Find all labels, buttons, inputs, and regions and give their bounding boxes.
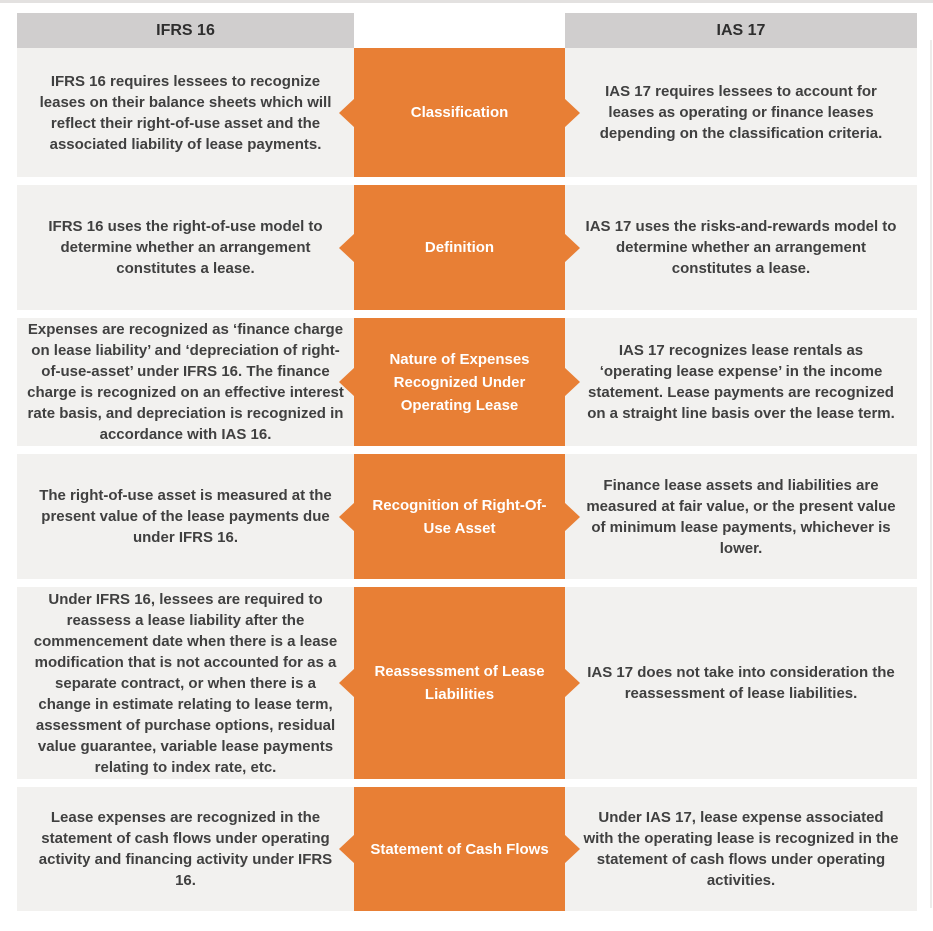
- ias17-text: IAS 17 recognizes lease rentals as ‘operating lease expense’ in the income statement. Lease payments are recognized on a straight line basis over the lease term.: [587, 342, 895, 422]
- topic-banner: [354, 787, 565, 911]
- ifrs16-text: Expenses are recognized as ‘finance charge on lease liability’ and ‘depreciation of right-of-use-asset’ under IFRS 16. The finance charge is recognized on an effective interest rate basis, and depreciation is recognized in accordance with IAS 16.: [27, 321, 344, 443]
- comparison-row-reassessment-of-lease-liabilities: [17, 587, 917, 779]
- right-arrow-icon: [564, 233, 580, 263]
- ifrs16-cell: [17, 787, 354, 911]
- ias17-cell: [565, 787, 917, 911]
- ias17-cell: [565, 587, 917, 779]
- ifrs16-text: Under IFRS 16, lessees are required to reassess a lease liability after the commencement date when there is a lease modification that is not accounted for as a separate contract, or when there is a change in estimate relating to lease term, assessment of purchase options, residual value guarantee, variable lease payments relating to index rate, etc.: [33, 590, 338, 776]
- ias17-text: Under IAS 17, lease expense associated with the operating lease is recognized in the statement of cash flows under operating activities.: [583, 809, 899, 889]
- right-border-line: [930, 40, 932, 908]
- left-arrow-icon: [339, 834, 355, 864]
- ias17-cell: [565, 318, 917, 446]
- topic-banner: [354, 587, 565, 779]
- left-arrow-icon: [339, 367, 355, 397]
- topic-label: Reassessment of Lease Liabilities: [374, 663, 545, 703]
- ifrs16-cell: [17, 454, 354, 579]
- right-arrow-icon: [564, 367, 580, 397]
- ias17-text: Finance lease assets and liabilities are measured at fair value, or the present value of minimum lease payments, whichever is lower.: [586, 476, 896, 557]
- right-arrow-icon: [564, 502, 580, 532]
- top-border-line: [0, 0, 933, 3]
- ifrs16-column-header: IFRS 16: [17, 13, 354, 48]
- ias17-cell: [565, 185, 917, 310]
- ifrs16-text: Lease expenses are recognized in the statement of cash flows under operating activity and financing activity under IFRS 16.: [38, 809, 333, 889]
- right-arrow-icon: [564, 834, 580, 864]
- ifrs16-text: IFRS 16 requires lessees to recognize leases on their balance sheets which will reflect their right-of-use asset and the associated liability of lease payments.: [39, 72, 332, 153]
- comparison-row-nature-of-expenses: [17, 318, 917, 446]
- topic-banner: [354, 318, 565, 446]
- ias17-text: IAS 17 does not take into consideration the reassessment of lease liabilities.: [587, 664, 895, 702]
- topic-label: Nature of Expenses Recognized Under Operating Lease: [389, 350, 530, 414]
- ifrs16-text: IFRS 16 uses the right-of-use model to determine whether an arrangement constitutes a lease.: [48, 218, 323, 277]
- ias17-text: IAS 17 uses the risks-and-rewards model to determine whether an arrangement constitutes a lease.: [585, 218, 897, 277]
- right-arrow-icon: [564, 98, 580, 128]
- ias17-text: IAS 17 requires lessees to account for leases as operating or finance leases depending on the classification criteria.: [599, 83, 883, 142]
- topic-label: Recognition of Right-Of-Use Asset: [372, 496, 547, 537]
- left-arrow-icon: [339, 233, 355, 263]
- ifrs16-cell: [17, 587, 354, 779]
- topic-banner: [354, 48, 565, 177]
- topic-banner: [354, 185, 565, 310]
- column-headers: [17, 13, 917, 48]
- ias17-column-header: IAS 17: [565, 13, 917, 48]
- header-spacer: [354, 13, 565, 48]
- topic-label: Definition: [424, 239, 495, 256]
- comparison-row-statement-of-cash-flows: [17, 787, 917, 911]
- ifrs16-text: The right-of-use asset is measured at the present value of the lease payments due under IFRS 16.: [39, 487, 332, 546]
- topic-banner: [354, 454, 565, 579]
- left-arrow-icon: [339, 502, 355, 532]
- comparison-row-definition: [17, 185, 917, 310]
- left-arrow-icon: [339, 98, 355, 128]
- ias17-cell: [565, 48, 917, 177]
- ifrs16-cell: [17, 185, 354, 310]
- right-arrow-icon: [564, 668, 580, 698]
- topic-label: Statement of Cash Flows: [370, 840, 549, 858]
- ias17-cell: [565, 454, 917, 579]
- ifrs16-cell: [17, 318, 354, 446]
- left-arrow-icon: [339, 668, 355, 698]
- comparison-row-classification: [17, 48, 917, 177]
- ifrs16-cell: [17, 48, 354, 177]
- comparison-row-recognition-of-rou-asset: [17, 454, 917, 579]
- ifrs16-vs-ias17-comparison-diagram: [17, 13, 917, 911]
- topic-label: Classification: [410, 104, 509, 121]
